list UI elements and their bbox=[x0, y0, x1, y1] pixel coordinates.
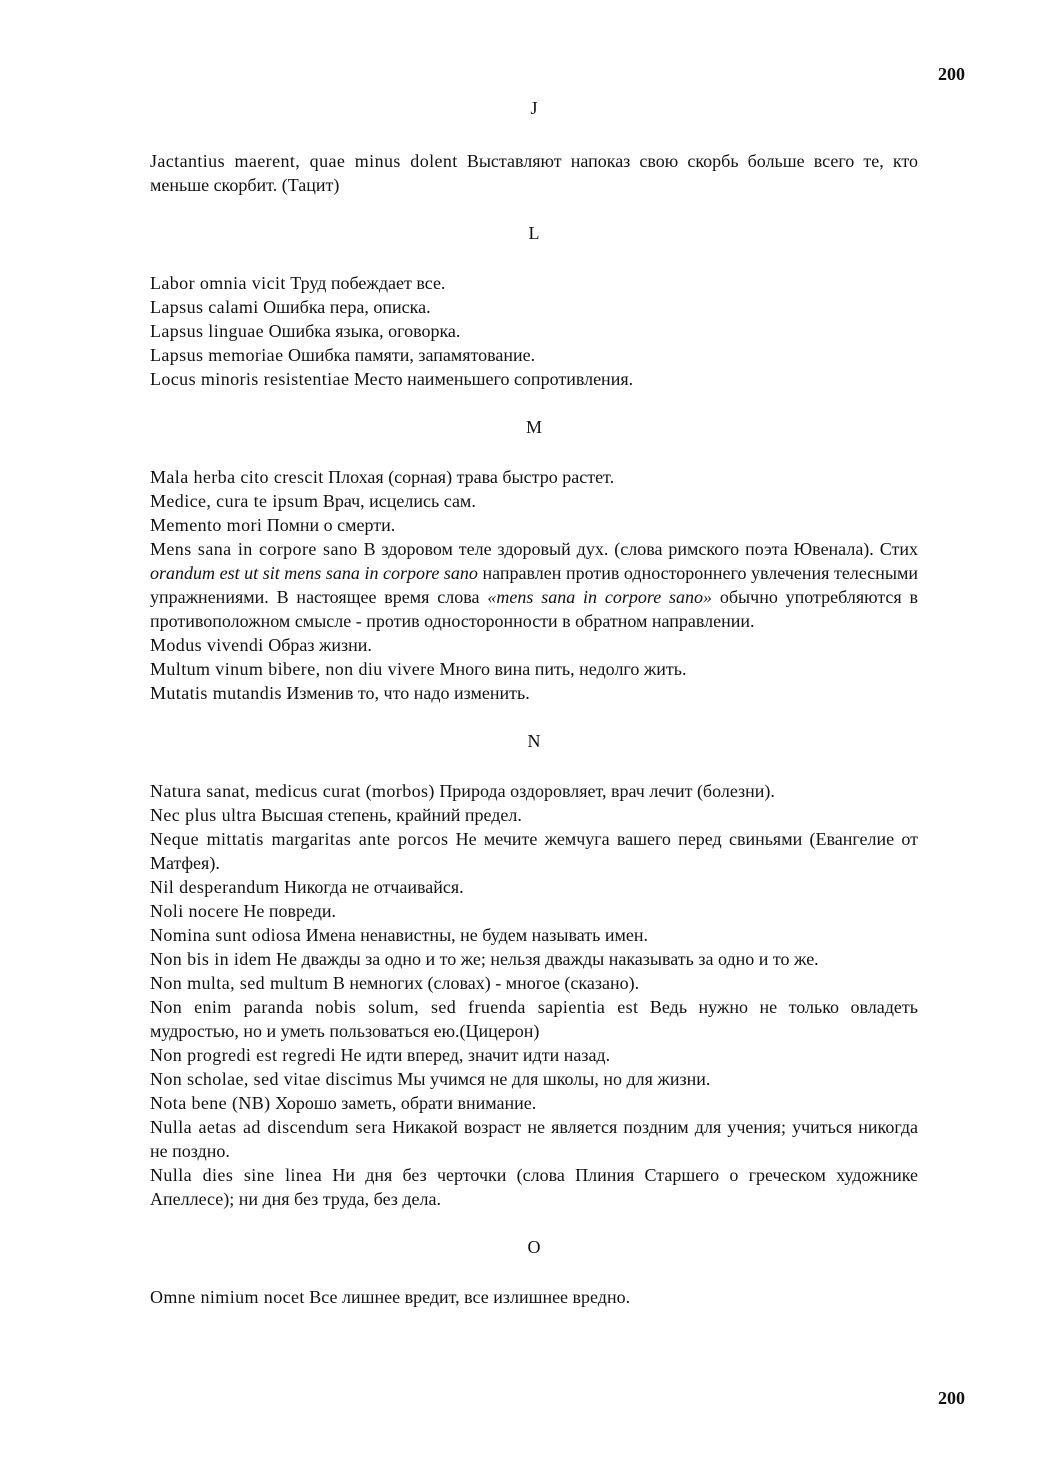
entry: Labor omnia vicit Труд побеждает все. bbox=[150, 273, 446, 293]
entry: Neque mittatis margaritas ante porcos Не мечите жемчуга вашего перед свиньями (Евангелие от Матфея). bbox=[150, 829, 918, 873]
entry: Noli nocere Не повреди. bbox=[150, 901, 337, 921]
entry: Mens sana in corpore sano В здоровом теле здоровый дух. (слова римского поэта Ювенала). Стих orandum est ut sit mens sana in corpore sano направлен против одностороннего увлечения телесными упражнениями. В настоящее время слова «mens sana in corpore sano» обычно употребляются в противоположном смысле - против односторонности в обратном направлении. bbox=[150, 539, 919, 631]
entry: Natura sanat, medicus curat (morbos) Природа оздоровляет, врач лечит (болезни). bbox=[150, 781, 775, 801]
entry: Mala herba cito crescit Плохая (сорная) трава быстро растет. bbox=[150, 467, 615, 487]
entry: Multum vinum bibere, non diu vivere Много вина пить, недолго жить. bbox=[150, 659, 687, 679]
entry: Nulla aetas ad discendum sera Никакой возраст не является поздним для учения; учиться никогда не поздно. bbox=[150, 1117, 918, 1161]
entry: Non bis in idem Не дважды за одно и то же; нельзя дважды наказывать за одно и то же. bbox=[150, 949, 819, 969]
section-letter-l: L bbox=[528, 223, 540, 243]
entry: Nulla dies sine linea Ни дня без черточки (слова Плиния Старшего о греческом художнике Апеллесе); ни дня без труда, без дела. bbox=[150, 1165, 918, 1209]
entry: Locus minoris resistentiae Место наименьшего сопротивления. bbox=[150, 369, 634, 389]
entry: Lapsus calami Ошибка пера, описка. bbox=[150, 297, 431, 317]
entry: Nota bene (NB) Хорошо заметь, обрати внимание. bbox=[150, 1093, 537, 1113]
entry: Omne nimium nocet Все лишнее вредит, все излишнее вредно. bbox=[150, 1287, 631, 1307]
entry: Modus vivendi Образ жизни. bbox=[150, 635, 372, 655]
entry: Non scholae, sed vitae discimus Мы учимся не для школы, но для жизни. bbox=[150, 1069, 711, 1089]
section-letter-m: M bbox=[525, 417, 542, 437]
entry: Lapsus linguae Ошибка языка, оговорка. bbox=[150, 321, 461, 341]
entry: Nec plus ultra Высшая степень, крайний предел. bbox=[150, 805, 522, 825]
entry: Lapsus memoriae Ошибка памяти, запамятование. bbox=[150, 345, 536, 365]
entry: Non progredi est regredi Не идти вперед, значит идти назад. bbox=[150, 1045, 611, 1065]
entry: Jactantius maerent, quae minus dolent Выставляют напоказ свою скорбь больше всего те, кто меньше скорбит. (Тацит) bbox=[150, 151, 918, 195]
entry: Nil desperandum Никогда не отчаивайся. bbox=[150, 877, 464, 897]
section-letter-n: N bbox=[527, 731, 541, 751]
page-number-bottom: 200 bbox=[938, 1388, 965, 1408]
section-letter-j: J bbox=[530, 98, 538, 118]
entry: Medice, cura te ipsum Врач, исцелись сам. bbox=[150, 491, 476, 511]
entry: Nomina sunt odiosa Имена ненавистны, не будем называть имен. bbox=[150, 925, 648, 945]
entry: Mutatis mutandis Изменив то, что надо изменить. bbox=[150, 683, 530, 703]
entry: Non multa, sed multum В немногих (словах) - многое (сказано). bbox=[150, 973, 640, 993]
entry: Non enim paranda nobis solum, sed fruenda sapientia est Ведь нужно не только овладеть мудростью, но и уметь пользоваться ею.(Цицерон) bbox=[150, 997, 918, 1041]
page-number-top: 200 bbox=[938, 64, 965, 84]
entry: Memento mori Помни о смерти. bbox=[150, 515, 396, 535]
section-letter-o: O bbox=[527, 1237, 541, 1257]
dictionary-body bbox=[150, 96, 918, 1309]
